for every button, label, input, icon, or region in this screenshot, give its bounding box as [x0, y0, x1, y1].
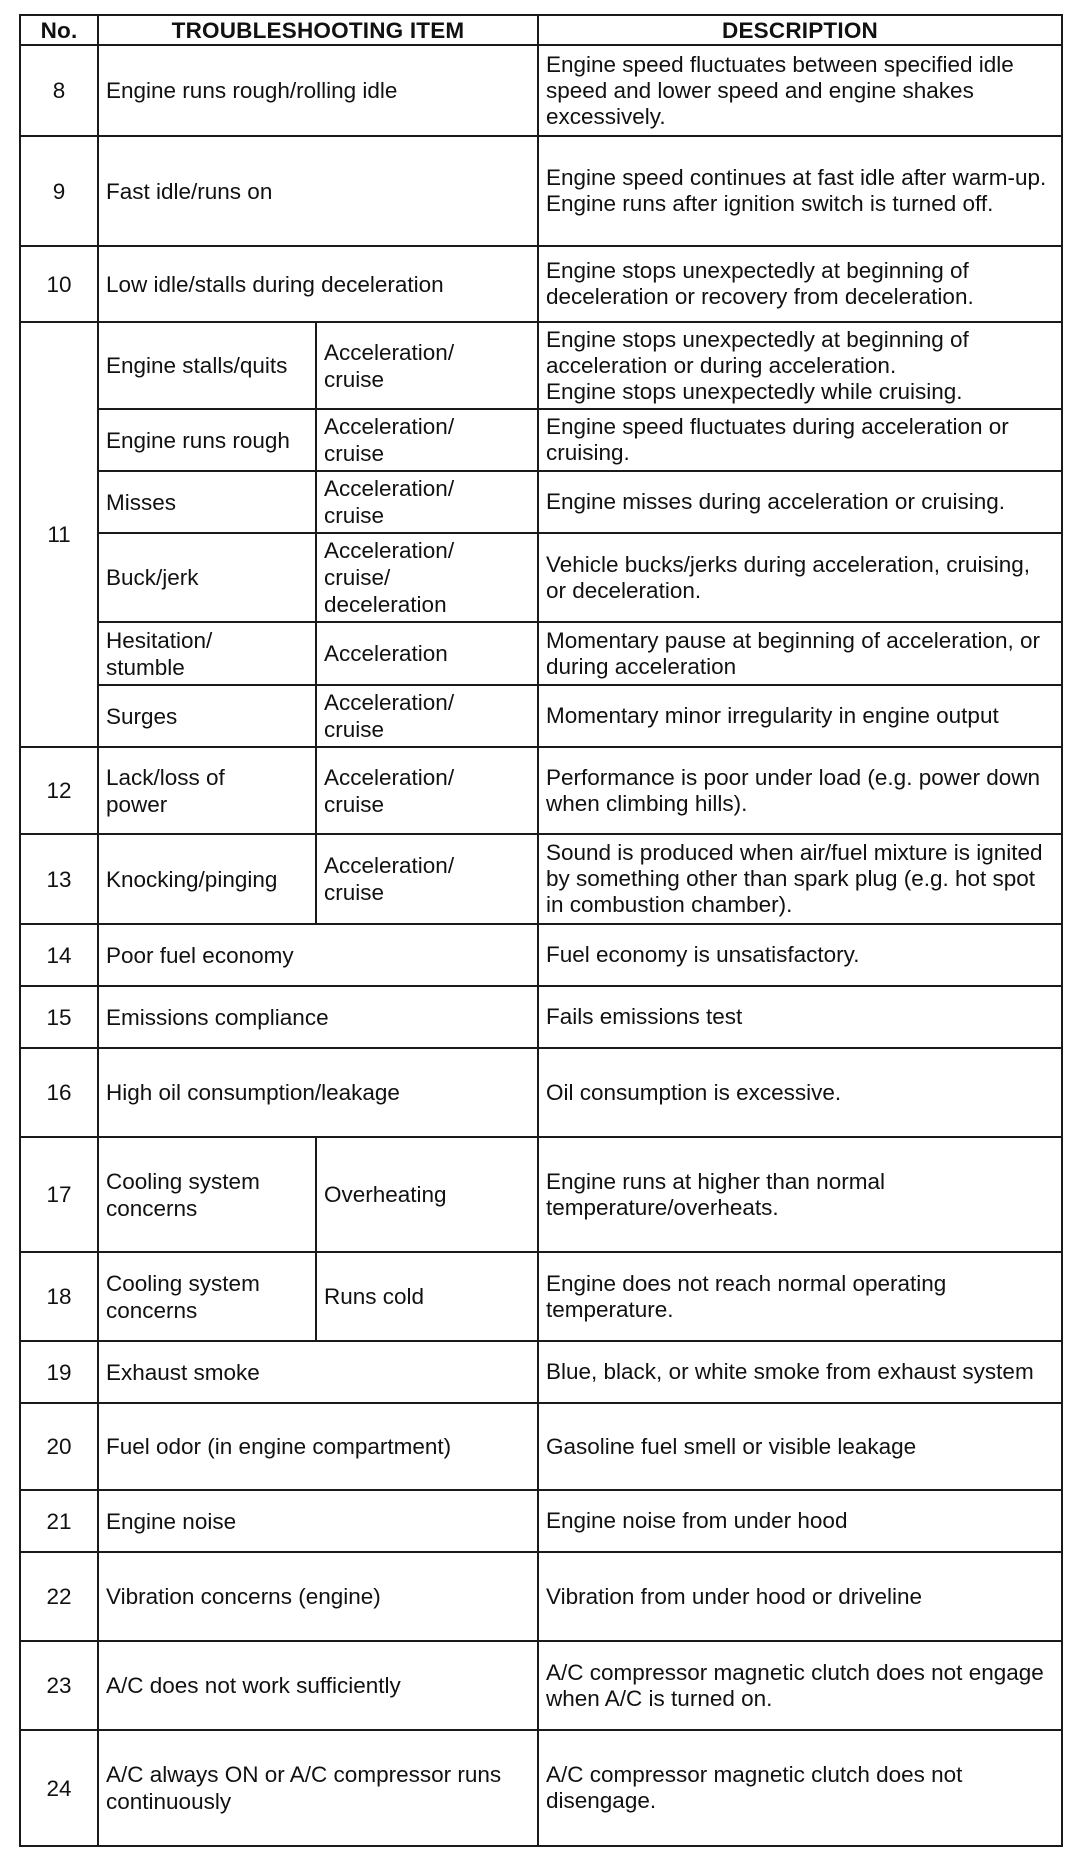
table-row: [20, 834, 1062, 924]
table-row: [20, 471, 1062, 533]
row-number: 23: [20, 1641, 98, 1730]
header-description: DESCRIPTION: [538, 15, 1062, 45]
description: Sound is produced when air/fuel mixture is ignited by something other than spark plug (e.g. hot spot in combustion chamber).: [538, 834, 1062, 924]
troubleshooting-item: Vibration concerns (engine): [98, 1552, 538, 1641]
troubleshooting-item: Engine stalls/quits: [98, 322, 316, 409]
table-row: [20, 409, 1062, 471]
row-number: 20: [20, 1403, 98, 1490]
description: Fuel economy is unsatisfactory.: [538, 924, 1062, 986]
description: A/C compressor magnetic clutch does not engage when A/C is turned on.: [538, 1641, 1062, 1730]
troubleshooting-item: Poor fuel economy: [98, 924, 538, 986]
troubleshooting-item: Engine runs rough: [98, 409, 316, 471]
troubleshooting-table-page: [19, 14, 1061, 1847]
table-row: [20, 1252, 1062, 1341]
troubleshooting-item: Misses: [98, 471, 316, 533]
description: Engine does not reach normal operating temperature.: [538, 1252, 1062, 1341]
row-number: 11: [20, 322, 98, 747]
description: Vehicle bucks/jerks during acceleration, cruising, or deceleration.: [538, 533, 1062, 622]
table-row: [20, 136, 1062, 246]
row-number: 22: [20, 1552, 98, 1641]
row-number: 18: [20, 1252, 98, 1341]
troubleshooting-item: Engine runs rough/rolling idle: [98, 45, 538, 136]
troubleshooting-item: A/C does not work sufficiently: [98, 1641, 538, 1730]
table-row: [20, 622, 1062, 685]
troubleshooting-item: Cooling system concerns: [98, 1252, 316, 1341]
row-number: 15: [20, 986, 98, 1048]
table-row: [20, 1552, 1062, 1641]
troubleshooting-item: Low idle/stalls during deceleration: [98, 246, 538, 322]
table-row: [20, 1490, 1062, 1552]
row-number: 8: [20, 45, 98, 136]
table-row: [20, 924, 1062, 986]
row-number: 14: [20, 924, 98, 986]
row-number: 17: [20, 1137, 98, 1252]
header-troubleshooting-item: TROUBLESHOOTING ITEM: [98, 15, 538, 45]
description: Performance is poor under load (e.g. power down when climbing hills).: [538, 747, 1062, 834]
troubleshooting-item: Buck/jerk: [98, 533, 316, 622]
table-row: [20, 322, 1062, 409]
row-number: 13: [20, 834, 98, 924]
condition: Runs cold: [316, 1252, 538, 1341]
table-row: [20, 685, 1062, 747]
row-number: 10: [20, 246, 98, 322]
troubleshooting-item: Emissions compliance: [98, 986, 538, 1048]
table-row: [20, 1641, 1062, 1730]
table-header-row: [20, 15, 1062, 45]
troubleshooting-item: Knocking/pinging: [98, 834, 316, 924]
condition: Acceleration/ cruise: [316, 834, 538, 924]
condition: Acceleration/ cruise: [316, 747, 538, 834]
table-row: [20, 45, 1062, 136]
row-number: 16: [20, 1048, 98, 1137]
troubleshooting-item: Surges: [98, 685, 316, 747]
condition: Acceleration/ cruise/ deceleration: [316, 533, 538, 622]
table-row: [20, 1730, 1062, 1846]
description: Engine speed fluctuates between specified idle speed and lower speed and engine shakes excessively.: [538, 45, 1062, 136]
row-number: 9: [20, 136, 98, 246]
troubleshooting-item: Engine noise: [98, 1490, 538, 1552]
description: Blue, black, or white smoke from exhaust system: [538, 1341, 1062, 1403]
description: Gasoline fuel smell or visible leakage: [538, 1403, 1062, 1490]
troubleshooting-item: Exhaust smoke: [98, 1341, 538, 1403]
condition: Acceleration/ cruise: [316, 685, 538, 747]
description: Momentary pause at beginning of acceleration, or during acceleration: [538, 622, 1062, 685]
table-row: [20, 747, 1062, 834]
description: Oil consumption is excessive.: [538, 1048, 1062, 1137]
description: Engine misses during acceleration or cruising.: [538, 471, 1062, 533]
condition: Overheating: [316, 1137, 538, 1252]
condition: Acceleration/ cruise: [316, 471, 538, 533]
troubleshooting-item: Fuel odor (in engine compartment): [98, 1403, 538, 1490]
description: Engine speed fluctuates during acceleration or cruising.: [538, 409, 1062, 471]
description: Engine stops unexpectedly at beginning of deceleration or recovery from deceleration.: [538, 246, 1062, 322]
header-no: No.: [20, 15, 98, 45]
troubleshooting-table: [19, 14, 1063, 1847]
table-row: [20, 986, 1062, 1048]
row-number: 24: [20, 1730, 98, 1846]
troubleshooting-item: Hesitation/ stumble: [98, 622, 316, 685]
row-number: 12: [20, 747, 98, 834]
row-number: 21: [20, 1490, 98, 1552]
description: Engine runs at higher than normal temperature/overheats.: [538, 1137, 1062, 1252]
table-row: [20, 533, 1062, 622]
description: A/C compressor magnetic clutch does not disengage.: [538, 1730, 1062, 1846]
table-row: [20, 1403, 1062, 1490]
description: Engine speed continues at fast idle after warm-up. Engine runs after ignition switch is turned off.: [538, 136, 1062, 246]
troubleshooting-item: High oil consumption/leakage: [98, 1048, 538, 1137]
troubleshooting-item: Fast idle/runs on: [98, 136, 538, 246]
table-row: [20, 1048, 1062, 1137]
description: Engine stops unexpectedly at beginning of acceleration or during acceleration. Engine stops unexpectedly while cruising.: [538, 322, 1062, 409]
condition: Acceleration: [316, 622, 538, 685]
troubleshooting-item: Lack/loss of power: [98, 747, 316, 834]
condition: Acceleration/ cruise: [316, 322, 538, 409]
table-row: [20, 1341, 1062, 1403]
condition: Acceleration/ cruise: [316, 409, 538, 471]
table-row: [20, 1137, 1062, 1252]
table-row: [20, 246, 1062, 322]
row-number: 19: [20, 1341, 98, 1403]
description: Engine noise from under hood: [538, 1490, 1062, 1552]
troubleshooting-item: Cooling system concerns: [98, 1137, 316, 1252]
description: Fails emissions test: [538, 986, 1062, 1048]
description: Vibration from under hood or driveline: [538, 1552, 1062, 1641]
troubleshooting-item: A/C always ON or A/C compressor runs continuously: [98, 1730, 538, 1846]
description: Momentary minor irregularity in engine output: [538, 685, 1062, 747]
